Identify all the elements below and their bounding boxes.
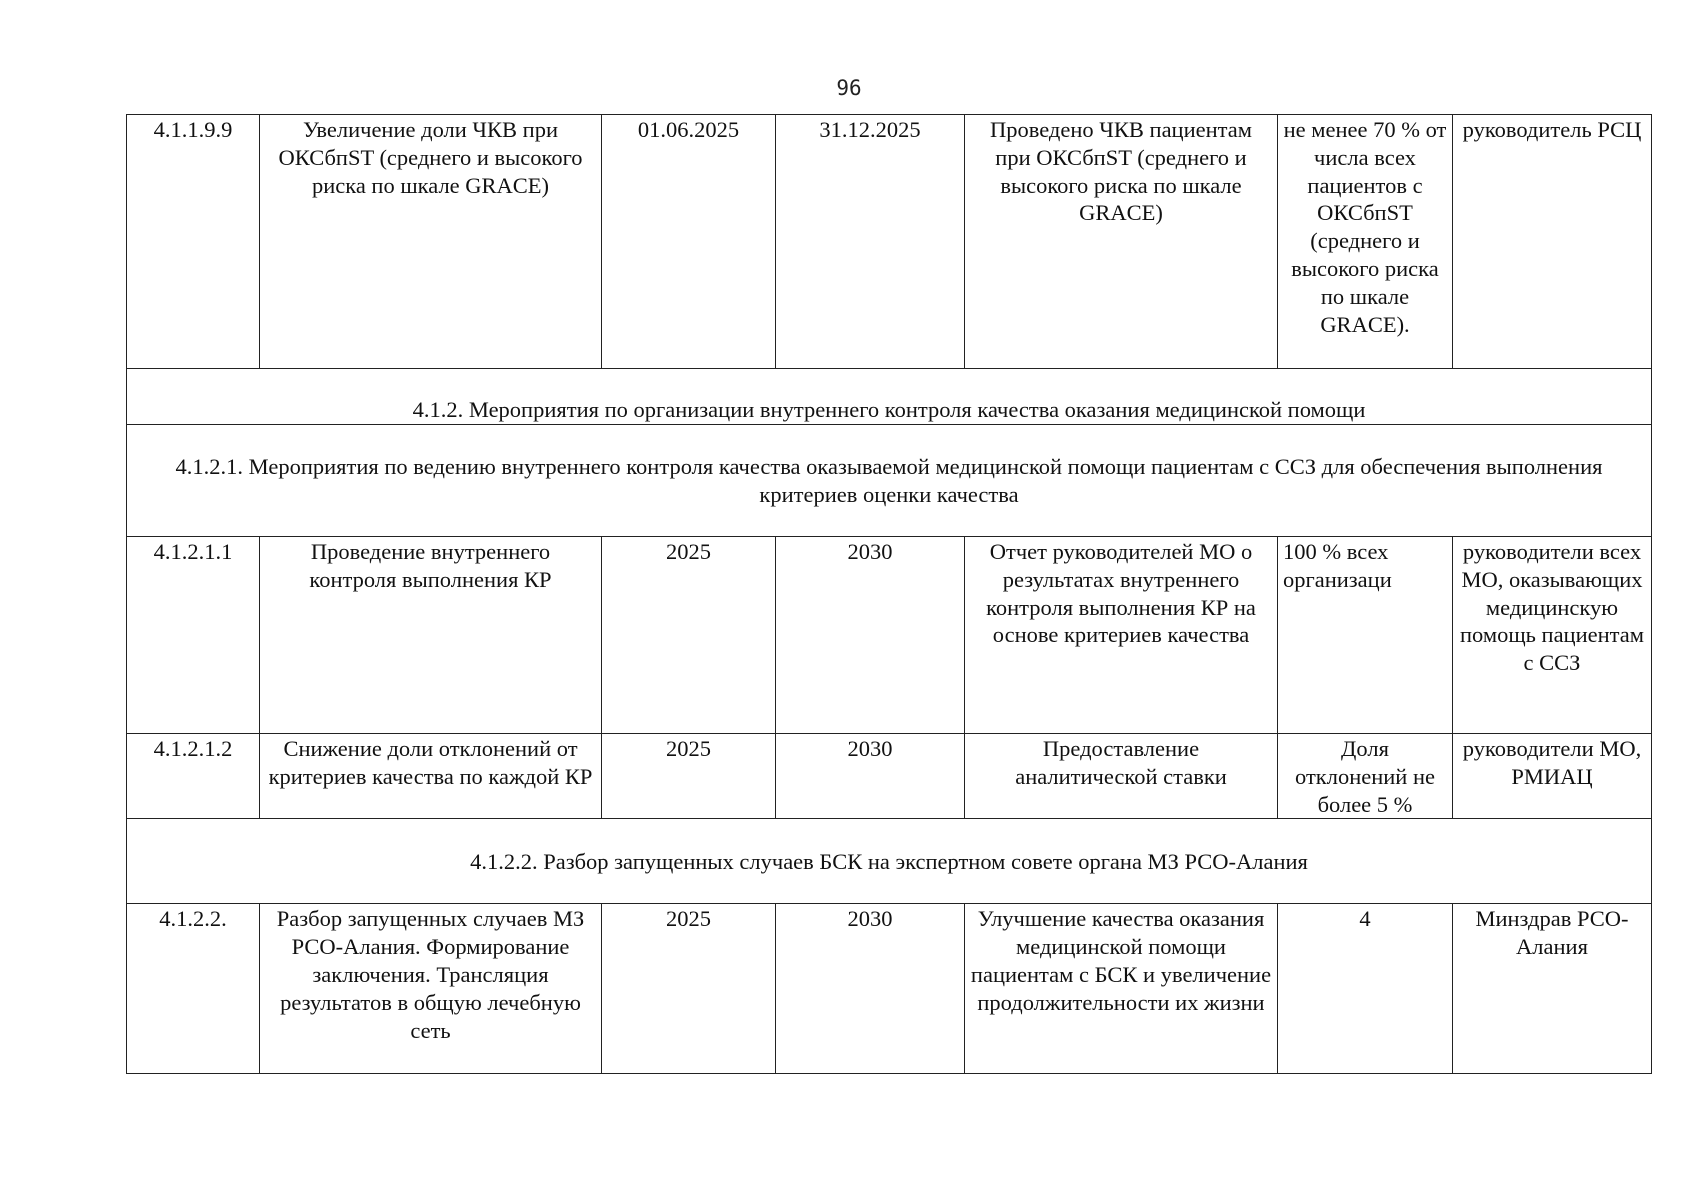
subsection-title: 4.1.2.1. Мероприятия по ведению внутреннего контроля качества оказываемой медицинской помощи пациентам с ССЗ для обеспечения выполнения критериев оценки качества [127, 425, 1652, 537]
indicator: Доля отклонений не более 5 % [1278, 734, 1453, 819]
activities-table [126, 114, 1652, 1074]
table-row [127, 734, 1652, 819]
section-row [127, 425, 1652, 537]
item-number: 4.1.2.1.1 [127, 537, 260, 734]
expected-result: Улучшение качества оказания медицинской помощи пациентам с БСК и увеличение продолжительности их жизни [965, 904, 1278, 1074]
indicator: 4 [1278, 904, 1453, 1074]
start-date: 2025 [602, 537, 776, 734]
end-date: 2030 [776, 904, 965, 1074]
start-date: 2025 [602, 904, 776, 1074]
item-number: 4.1.2.1.2 [127, 734, 260, 819]
activity-name: Проведение внутреннего контроля выполнения КР [260, 537, 602, 734]
responsible: руководители всех МО, оказывающих медицинскую помощь пациентам с ССЗ [1453, 537, 1652, 734]
start-date: 01.06.2025 [602, 115, 776, 369]
section-row [127, 819, 1652, 904]
activity-name: Увеличение доли ЧКВ при ОКСбпST (среднего и высокого риска по шкале GRACE) [260, 115, 602, 369]
activity-name: Разбор запущенных случаев МЗ РСО-Алания. Формирование заключения. Трансляция результатов в общую лечебную сеть [260, 904, 602, 1074]
table-row [127, 537, 1652, 734]
section-title: 4.1.2. Мероприятия по организации внутреннего контроля качества оказания медицинской помощи [127, 369, 1652, 425]
table-row [127, 115, 1652, 369]
end-date: 2030 [776, 734, 965, 819]
responsible: Минздрав РСО-Алания [1453, 904, 1652, 1074]
table-row [127, 904, 1652, 1074]
subsection-title: 4.1.2.2. Разбор запущенных случаев БСК на экспертном совете органа МЗ РСО-Алания [127, 819, 1652, 904]
responsible: руководитель РСЦ [1453, 115, 1652, 369]
end-date: 31.12.2025 [776, 115, 965, 369]
responsible: руководители МО, РМИАЦ [1453, 734, 1652, 819]
item-number: 4.1.1.9.9 [127, 115, 260, 369]
activity-name: Снижение доли отклонений от критериев качества по каждой КР [260, 734, 602, 819]
section-row [127, 369, 1652, 425]
start-date: 2025 [602, 734, 776, 819]
indicator: 100 % всех организаци [1278, 537, 1453, 734]
expected-result: Проведено ЧКВ пациентам при ОКСбпST (среднего и высокого риска по шкале GRACE) [965, 115, 1278, 369]
item-number: 4.1.2.2. [127, 904, 260, 1074]
indicator: не менее 70 % от числа всех пациентов с ОКСбпST (среднего и высокого риска по шкале GRACE). [1278, 115, 1453, 369]
end-date: 2030 [776, 537, 965, 734]
page-number: 96 [836, 76, 862, 100]
expected-result: Предоставление аналитической ставки [965, 734, 1278, 819]
expected-result: Отчет руководителей МО о результатах внутреннего контроля выполнения КР на основе критериев качества [965, 537, 1278, 734]
